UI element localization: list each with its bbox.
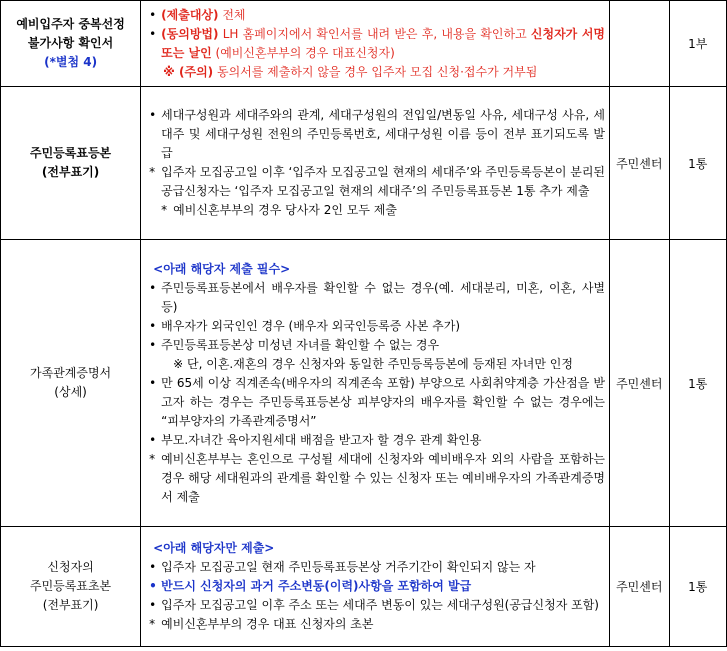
doc-title-line: 불가사항 확인서: [27, 36, 114, 50]
doc-title-cell: [1, 527, 141, 647]
copy-count-cell: 1통: [669, 240, 726, 527]
table-row: [1, 527, 727, 647]
doc-title-line: 신청자의: [47, 560, 94, 574]
doc-title-cell: [1, 1, 141, 87]
copy-count-cell: 1통: [669, 527, 726, 647]
list-item: * 입주자 모집공고일 이후 ‘입주자 모집공고일 현재의 세대주’와 주민등록등본이 분리된 공급신청자는 ‘입주자 모집공고일 현재의 세대주’의 주민등록표등본 1통 추가 제출: [149, 165, 606, 198]
doc-title-line: 주민등록표초본: [30, 579, 112, 593]
issuing-office-cell: 주민센터: [610, 527, 669, 647]
list-item: * 예비신혼부부는 혼인으로 구성될 세대에 신청자와 예비배우자 외의 사람을 포함하는 경우 해당 세대원과의 관계를 확인할 수 있는 신청자 또는 예비배우자의 가족관계증명서 제출: [149, 451, 606, 504]
list-item: • 주민등록표등본상 미성년 자녀를 확인할 수 없는 경우: [149, 336, 605, 355]
doc-title-cell: [1, 240, 141, 527]
table-row: [1, 87, 727, 240]
issuing-office-cell: [610, 1, 669, 87]
list-item: • 세대구성원과 세대주와의 관계, 세대구성원의 전입일/변동일 사유, 세대구성 사유, 세대주 및 세대구성원 전원의 주민등록번호, 세대구성원 이름 등이 전부 표기되도록 발급: [149, 106, 605, 163]
doc-title-line: 가족관계증명서: [30, 366, 112, 380]
doc-description-cell: [141, 527, 610, 647]
doc-title-line: (전부표기): [42, 598, 99, 612]
list-item: • 입주자 모집공고일 현재 주민등록표등본상 거주기간이 확인되지 않는 자: [149, 558, 605, 577]
list-item: • 만 65세 이상 직계존속(배우자의 직계존속 포함) 부양으로 사회취약계층 가산점을 받고자 하는 경우는 주민등록표등본상 피부양자의 배우자를 확인할 수 없는 경우에는 “피부양자의 가족관계증명서”: [149, 374, 605, 431]
table-row: [1, 240, 727, 527]
section-header: <아래 해당자만 제출>: [153, 541, 275, 555]
list-item: * 예비신혼부부의 경우 당사자 2인 모두 제출: [161, 203, 397, 217]
doc-title-line: 예비입주자 중복선정: [16, 17, 125, 31]
doc-title-line: (전부표기): [41, 165, 100, 179]
list-note: ※ 단, 이혼.재혼의 경우 신청자와 동일한 주민등록등본에 등재된 자녀만 인정: [173, 356, 573, 371]
copy-count-cell: 1통: [669, 87, 726, 240]
warning-note: ※ (주의) 동의서를 제출하지 않을 경우 입주자 모집 신청·접수가 거부됨: [163, 64, 538, 79]
doc-attachment-ref: (*별첨 4): [44, 55, 98, 69]
copy-count-cell: 1부: [669, 1, 726, 87]
list-item: * 예비신혼부부의 경우 대표 신청자의 초본: [149, 617, 374, 631]
section-header: <아래 해당자 제출 필수>: [153, 261, 291, 276]
list-item: • (제출대상) 전체: [149, 6, 605, 25]
doc-description-cell: [141, 240, 610, 527]
list-item: • 주민등록표등본에서 배우자를 확인할 수 없는 경우(예. 세대분리, 미혼, 이혼, 사별 등): [149, 279, 605, 317]
doc-title-line: (상세): [54, 385, 87, 399]
list-item: • 배우자가 외국인인 경우 (배우자 외국인등록증 사본 추가): [149, 317, 605, 336]
doc-description-cell: [141, 87, 610, 240]
issuing-office-cell: 주민센터: [610, 87, 669, 240]
list-item: • 입주자 모집공고일 이후 주소 또는 세대주 변동이 있는 세대구성원(공급신청자 포함): [149, 596, 605, 615]
list-item: • 부모.자녀간 육아지원세대 배점을 받고자 할 경우 관계 확인용: [149, 431, 605, 450]
list-item: • (동의방법) LH 홈페이지에서 확인서를 내려 받은 후, 내용을 확인하고 신청자가 서명 또는 날인 (예비신혼부부의 경우 대표신청자): [149, 25, 605, 63]
table-row: [1, 1, 727, 87]
doc-description-cell: [141, 1, 610, 87]
issuing-office-cell: 주민센터: [610, 240, 669, 527]
list-item: • 반드시 신청자의 과거 주소변동(이력)사항을 포함하여 발급: [149, 577, 605, 596]
doc-title-line: 주민등록표등본: [30, 146, 112, 160]
doc-title-cell: [1, 87, 141, 240]
